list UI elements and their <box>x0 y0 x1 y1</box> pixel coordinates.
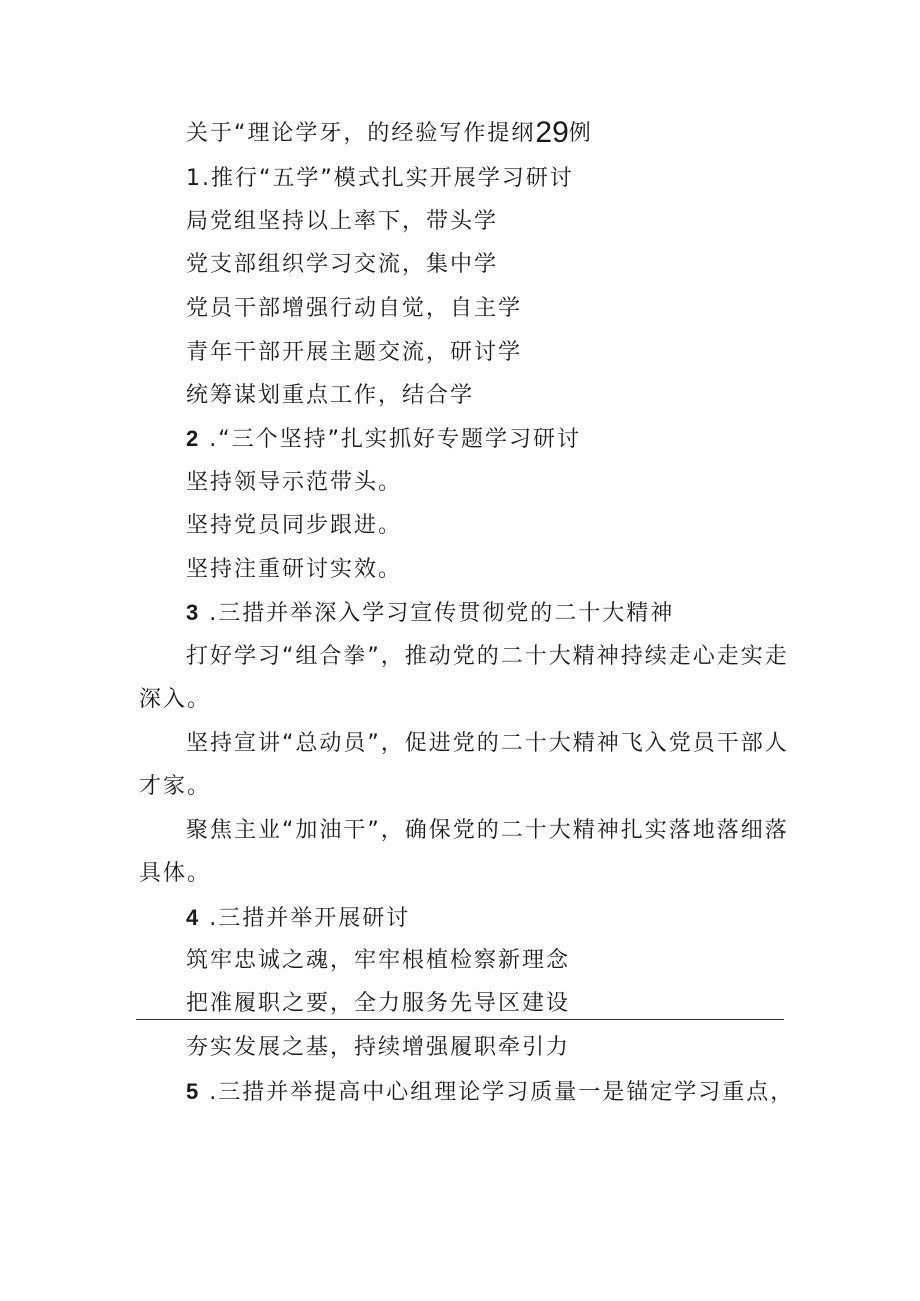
section-3-paragraph-line: 深入。 <box>139 687 212 712</box>
section-3-paragraph-line: 聚焦主业“加油干”，确保党的二十大精神扎实落地落细落 <box>186 818 789 843</box>
section-2-number: 2 <box>186 426 201 451</box>
section-2-item: 坚持党员同步跟进。 <box>186 513 403 538</box>
section-3-paragraph-line: 才家。 <box>139 774 212 799</box>
section-4-item: 把准履职之要，全力服务先导区建设 <box>186 991 571 1016</box>
section-4-heading <box>186 904 410 933</box>
document-title <box>186 116 593 149</box>
section-3-number: 3 <box>186 600 201 625</box>
section-1-item: 党员干部增强行动自觉，自主学 <box>186 296 523 321</box>
section-1-heading: 1.推行“五学”模式扎实开展学习研讨 <box>186 166 574 191</box>
section-4-number: 4 <box>186 905 201 930</box>
section-2-title: .“三个坚持”扎实抓好专题学习研讨 <box>200 427 582 452</box>
title-count: 29 <box>535 116 569 149</box>
section-5-title: .三措并举提高中心组理论学习质量一是锚定学习重点， <box>200 1080 795 1105</box>
section-4-item: 筑牢忠诚之魂，牢牢根植检察新理念 <box>186 948 571 973</box>
title-prefix: 关于“理论学牙，的经验写作提纲 <box>186 121 536 146</box>
section-2-item: 坚持注重研讨实效。 <box>186 557 403 582</box>
section-3-heading <box>186 599 674 628</box>
section-3-title: .三措并举深入学习宣传贯彻党的二十大精神 <box>200 601 675 626</box>
section-2-item: 坚持领导示范带头。 <box>186 470 403 495</box>
section-1-item: 青年干部开展主题交流，研讨学 <box>186 340 523 365</box>
section-1-item: 统筹谋划重点工作，结合学 <box>186 383 475 408</box>
horizontal-rule <box>136 1019 784 1020</box>
section-3-paragraph-line: 具体。 <box>139 861 212 886</box>
section-2-heading <box>186 425 581 454</box>
section-1-item: 党支部组织学习交流，集中学 <box>186 252 499 277</box>
section-4-item: 夯实发展之基，持续增强履职牵引力 <box>186 1035 571 1060</box>
section-1-item: 局党组坚持以上率下，带头学 <box>186 209 499 234</box>
section-5-number: 5 <box>186 1079 201 1104</box>
section-3-paragraph-line: 坚持宣讲“总动员”，促进党的二十大精神飞入党员干部人 <box>186 731 789 756</box>
section-4-title: .三措并举开展研讨 <box>200 906 411 931</box>
section-5-heading <box>186 1078 794 1107</box>
title-suffix: 例 <box>568 121 593 146</box>
section-3-paragraph-line: 打好学习“组合拳”，推动党的二十大精神持续走心走实走 <box>186 644 789 669</box>
